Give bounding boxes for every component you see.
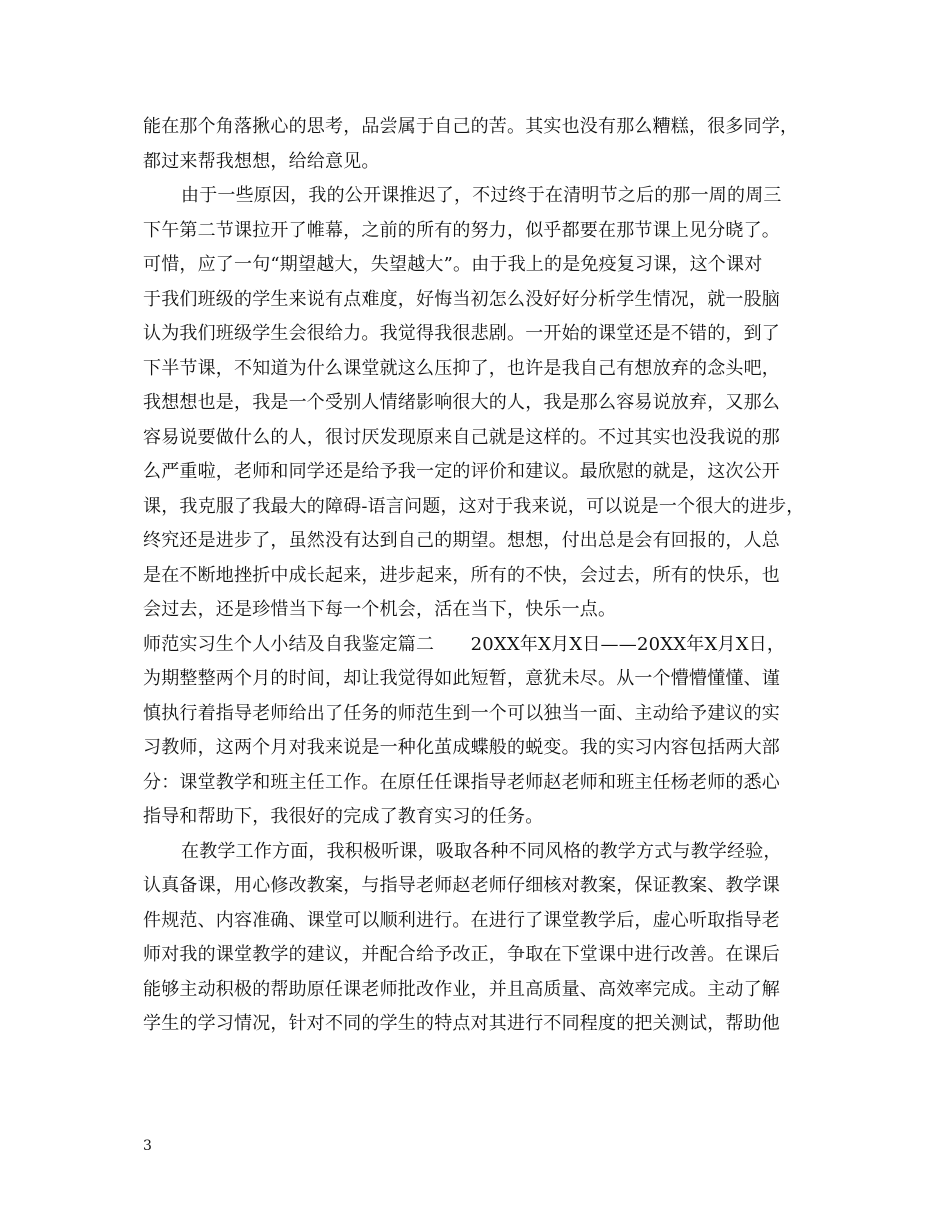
text-line: 课，我克服了我最大的障碍-语言问题，这对于我来说，可以说是一个很大的进步， <box>143 495 805 517</box>
text-line: 慎执行着指导老师给出了任务的师范生到一个可以独当一面、主动给予建议的实 <box>143 702 780 724</box>
text-line: 于我们班级的学生来说有点难度，好悔当初怎么没好好分析学生情况，就一股脑 <box>143 288 780 310</box>
text-line: 认真备课，用心修改教案，与指导老师赵老师仔细核对教案，保证教案、教学课 <box>143 875 780 896</box>
text-line: 师对我的课堂教学的建议，并配合给予改正，争取在下堂课中进行改善。在课后 <box>143 944 780 965</box>
text-line: 认为我们班级学生会很给力。我觉得我很悲剧。一开始的课堂还是不错的，到了 <box>143 323 780 344</box>
section-heading-line: 师范实习生个人小结及自我鉴定篇二 20XX年X月X日——20XX年X月X日， <box>143 633 786 655</box>
text-line: 件规范、内容准确、课堂可以顺利进行。在进行了课堂教学后，虚心听取指导老 <box>143 909 780 931</box>
text-line: 指导和帮助下，我很好的完成了教育实习的任务。 <box>143 806 544 827</box>
text-line: 下午第二节课拉开了帷幕，之前的所有的努力，似乎都要在那节课上见分晓了。 <box>143 219 780 241</box>
text-line: 习教师，这两个月对我来说是一种化茧成蝶般的蜕变。我的实习内容包括两大部 <box>143 737 780 758</box>
text-line: 终究还是进步了，虽然没有达到自己的期望。想想，付出总是会有回报的，人总 <box>143 530 780 551</box>
text-line: 会过去，还是珍惜当下每一个机会，活在当下，快乐一点。 <box>143 599 617 620</box>
text-line: 能够主动积极的帮助原任课老师批改作业，并且高质量、高效率完成。主动了解 <box>143 978 780 1000</box>
text-line: 学生的学习情况，针对不同的学生的特点对其进行不同程度的把关测试，帮助他 <box>143 1013 780 1034</box>
text-line: 分：课堂教学和班主任工作。在原任任课指导老师赵老师和班主任杨老师的悉心 <box>143 771 780 793</box>
text-line: 么严重啦，老师和同学还是给予我一定的评价和建议。最欣慰的就是，这次公开 <box>143 461 780 482</box>
text-line: 容易说要做什么的人，很讨厌发现原来自己就是这样的。不过其实也没我说的那 <box>143 426 780 448</box>
text-line: 由于一些原因，我的公开课推迟了，不过终于在清明节之后的那一周的周三 <box>181 185 782 206</box>
text-line: 是在不断地挫折中成长起来，进步起来，所有的不快，会过去，所有的快乐，也 <box>143 564 780 586</box>
text-line: 下半节课，不知道为什么课堂就这么压抑了，也许是我自己有想放弃的念头吧， <box>143 357 780 379</box>
text-line: 为期整整两个月的时间，却让我觉得如此短暂，意犹未尽。从一个懵懵懂懂、谨 <box>143 668 780 689</box>
text-line: 可惜，应了一句“期望越大，失望越大”。由于我上的是免疫复习课，这个课对 <box>143 254 763 275</box>
text-line: 能在那个角落揪心的思考，品尝属于自己的苦。其实也没有那么糟糕，很多同学， <box>143 116 799 137</box>
text-line: 都过来帮我想想，给给意见。 <box>143 150 380 172</box>
text-line: 我想想也是，我是一个受别人情绪影响很大的人，我是那么容易说放弃，又那么 <box>143 392 780 413</box>
text-line: 在教学工作方面，我积极听课，吸取各种不同风格的教学方式与教学经验， <box>181 840 782 862</box>
page-number: 3 <box>143 1138 152 1154</box>
document-body <box>143 110 823 1042</box>
